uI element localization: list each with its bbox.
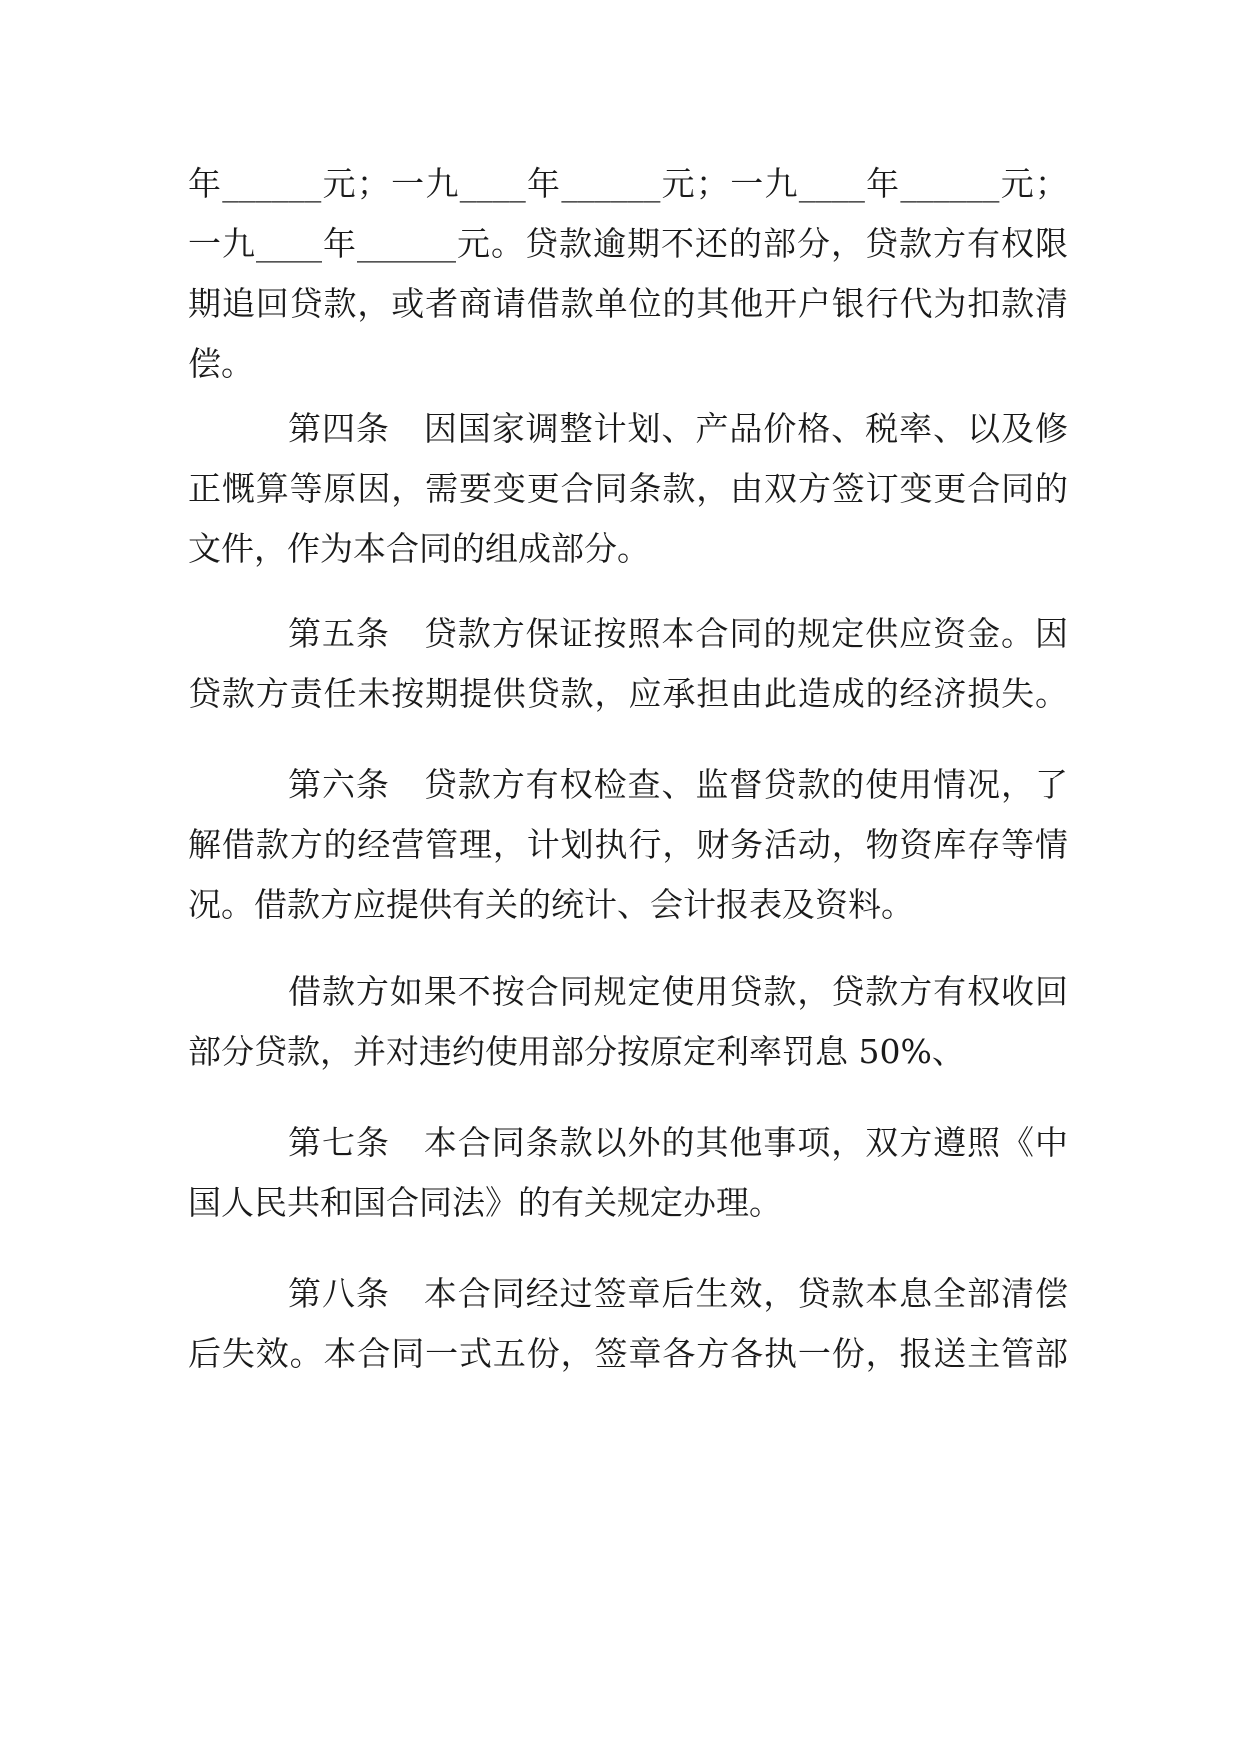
text-line: 正慨算等原因，需要变更合同条款，由双方签订变更合同的 (188, 469, 1068, 508)
text-line: 况。借款方应提供有关的统计、会计报表及资料。 (188, 885, 914, 924)
text-line: 贷款方责任未按期提供贷款，应承担由此造成的经济损失。 (188, 674, 1068, 713)
text-line: 文件，作为本合同的组成部分。 (188, 529, 650, 568)
paragraph-misuse-clause (188, 962, 1068, 1082)
paragraph-article-4 (188, 399, 1068, 579)
text-line: 借款方如果不按合同规定使用贷款，贷款方有权收回 (288, 972, 1068, 1011)
text-line: 部分贷款，并对违约使用部分按原定利率罚息 50%、 (188, 1032, 965, 1071)
text-line: 年______元；一九____年______元；一九____年______元； (188, 164, 1068, 203)
text-line: 第七条 本合同条款以外的其他事项，双方遵照《中 (288, 1123, 1068, 1162)
text-line: 第四条 因国家调整计划、产品价格、税率、以及修 (288, 409, 1068, 448)
text-line: 国人民共和国合同法》的有关规定办理。 (188, 1183, 782, 1222)
text-line: 一九____年______元。贷款逾期不还的部分，贷款方有权限 (188, 224, 1068, 263)
text-line: 第五条 贷款方保证按照本合同的规定供应资金。因 (288, 614, 1068, 653)
text-line: 后失效。本合同一式五份，签章各方各执一份，报送主管部 (188, 1334, 1068, 1373)
text-line: 第六条 贷款方有权检查、监督贷款的使用情况，了 (288, 765, 1068, 804)
paragraph-article-7 (188, 1113, 1068, 1233)
paragraph-article-8 (188, 1264, 1068, 1384)
text-line: 期追回贷款，或者商请借款单位的其他开户银行代为扣款清 (188, 284, 1068, 323)
paragraph-article-5 (188, 604, 1068, 724)
text-line: 偿。 (188, 344, 254, 383)
paragraph-repayment-schedule (188, 154, 1068, 394)
text-line: 第八条 本合同经过签章后生效，贷款本息全部清偿 (288, 1274, 1068, 1313)
paragraph-article-6 (188, 755, 1068, 935)
text-line: 解借款方的经营管理，计划执行，财务活动，物资库存等情 (188, 825, 1068, 864)
